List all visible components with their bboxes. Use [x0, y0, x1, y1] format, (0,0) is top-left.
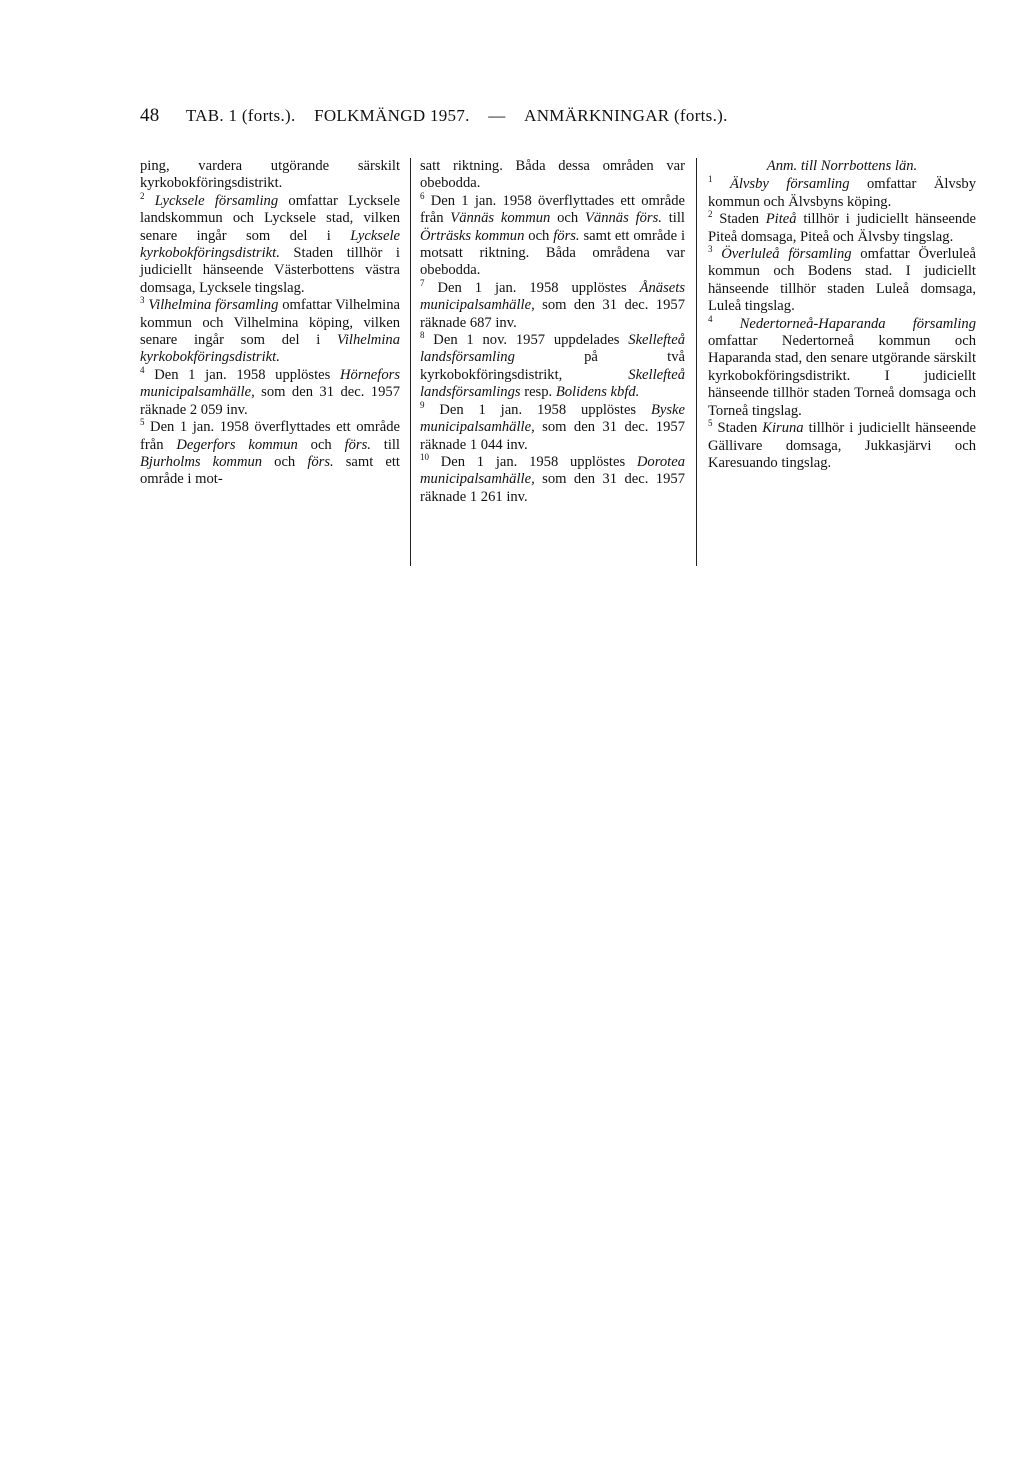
text-run: som den 31 dec. 1957 räknade 1 261 inv. [420, 471, 685, 505]
footnote-paragraph [140, 367, 400, 419]
text-run: till [370, 436, 400, 453]
footnote-paragraph [420, 190, 686, 280]
column-divider-2 [696, 158, 697, 566]
text-run: och [297, 436, 345, 453]
footnote-paragraph [708, 211, 976, 246]
italic-text: Kiruna [762, 420, 804, 437]
text-run: Den 1 jan. 1958 upplöstes [440, 453, 637, 470]
footnote-paragraph [420, 277, 685, 332]
italic-text: Degerfors kommun [176, 436, 298, 453]
footnote-paragraph [420, 399, 685, 454]
text-run: omfattar Nedertorneå kommun och Haparanda stad, den senare utgörande särskilt kyrkobokföringsdistrikt. I judiciellt hänseende tillhör staden Torneå domsaga och Torneå tingslag. [708, 333, 976, 419]
notes-column-3 [708, 158, 976, 472]
text-run: samt ett område i motsatt riktning. Båda områdena var obebodda. [420, 227, 686, 279]
italic-text: förs. [344, 436, 371, 453]
footnote-paragraph [420, 158, 685, 193]
italic-text: Ånäsets municipalsamhälle, [420, 279, 685, 314]
text-run: till [661, 210, 685, 227]
text-run: ping, vardera utgörande särskilt kyrkobokföringsdistrikt. [140, 158, 400, 192]
text-run: Den 1 jan. 1958 upplöstes [154, 366, 340, 383]
footnote-number: 1 [708, 174, 713, 185]
italic-text: Bolidens kbfd. [555, 384, 640, 401]
italic-text: Vännäs förs. [585, 210, 662, 227]
text-run: Staden tillhör i judiciellt hänseende Västerbottens västra domsaga, Lycksele tingslag. [140, 245, 400, 296]
footnote-paragraph [140, 297, 400, 367]
text-run: Den 1 jan. 1958 överflyttades ett område från [140, 419, 400, 453]
footnote-number: 5 [140, 417, 145, 428]
italic-text: Byske municipalsamhälle, [420, 401, 685, 436]
italic-text: Skellefteå landsförsamling [420, 332, 685, 366]
text-run: som den 31 dec. 1957 räknade 1 044 inv. [420, 419, 685, 453]
text-run: omfattar Älvsby kommun och Älvsbyns köping. [708, 176, 976, 210]
text-run: och [550, 210, 585, 227]
text-run: satt riktning. Båda dessa områden var obebodda. [420, 158, 685, 192]
footnote-number: 4 [140, 365, 145, 376]
italic-text: förs. [307, 453, 334, 470]
text-run: Den 1 jan. 1958 upplöstes [439, 401, 651, 418]
page-number: 48 [140, 105, 160, 126]
italic-text: Älvsby församling [729, 176, 850, 193]
italic-text: Piteå [765, 211, 797, 228]
italic-text: Hörnefors municipalsamhälle, [140, 366, 400, 401]
italic-text: Vilhelmina kyrkobokföringsdistrikt. [140, 332, 400, 366]
italic-text: Överluleå församling [721, 246, 852, 263]
italic-text: Lycksele kyrkobokföringsdistrikt. [140, 227, 400, 262]
footnote-paragraph [708, 246, 976, 316]
footnote-number: 9 [420, 399, 425, 410]
footnote-paragraph [140, 419, 400, 489]
page-header [140, 105, 900, 127]
footnote-number: 5 [708, 418, 713, 429]
footnote-number: 8 [420, 330, 425, 341]
footnote-number: 4 [708, 313, 713, 324]
text-run: som den 31 dec. 1957 räknade 2 059 inv. [140, 384, 400, 418]
footnote-number: 6 [420, 190, 425, 201]
text-run: som den 31 dec. 1957 räknade 687 inv. [420, 297, 685, 331]
italic-text: Lycksele församling [154, 192, 279, 209]
text-run: Den 1 jan. 1958 överflyttades ett område från [420, 192, 685, 227]
footnote-number: 10 [420, 452, 429, 463]
italic-text: Bjurholms kommun [140, 453, 263, 470]
italic-text: Vilhelmina församling [148, 297, 279, 314]
italic-text: Örträsks kommun [420, 227, 525, 244]
text-run: Staden [719, 211, 766, 228]
column-divider-1 [410, 158, 411, 566]
text-run: Staden [717, 420, 763, 437]
footnote-number: 3 [708, 244, 713, 255]
footnote-paragraph [140, 158, 400, 193]
italic-text: Dorotea municipalsamhälle, [420, 453, 685, 488]
text-run: tillhör i judiciellt hänseende Piteå domsaga, Piteå och Älvsby tingslag. [708, 211, 976, 245]
footnote-number: 2 [140, 190, 145, 201]
notes-column-2 [420, 158, 685, 506]
page-title: FOLKMÄNGD 1957. [314, 106, 470, 125]
notes-column-1 [140, 158, 400, 489]
text-run: på två kyrkobokföringsdistrikt, [420, 349, 685, 383]
footnote-paragraph [420, 454, 685, 506]
text-run: och [262, 453, 308, 470]
text-run: omfattar Vilhelmina kommun och Vilhelmina köping, vilken senare ingår som del i [140, 297, 401, 349]
footnote-paragraph [708, 313, 976, 420]
italic-text: förs. [553, 227, 580, 244]
footnote-paragraph [708, 176, 976, 211]
footnote-number: 3 [140, 295, 145, 306]
text-run: resp. [520, 384, 556, 401]
footnote-number: 2 [708, 209, 713, 220]
italic-text: Nedertorneå-Haparanda församling [739, 315, 976, 332]
italic-text: Skellefteå landsförsamlings [420, 366, 685, 401]
page-subtitle: ANMÄRKNINGAR (forts.). [524, 106, 728, 125]
footnote-paragraph [140, 190, 400, 297]
text-run: samt ett område i mot- [140, 453, 400, 488]
text-run: tillhör i judiciellt hänseende Gällivare domsaga, Jukkasjärvi och Karesuando tingslag. [708, 420, 976, 471]
footnote-paragraph [708, 420, 976, 472]
title-dash: — [488, 106, 506, 125]
footnote-paragraph [420, 332, 685, 402]
section-heading: Anm. till Norrbottens län. [766, 158, 918, 174]
footnote-number: 7 [420, 277, 425, 288]
text-run: omfattar Överluleå kommun och Bodens stad. I judiciellt hänseende tillhör staden Luleå domsaga, Luleå tingslag. [708, 246, 976, 315]
table-reference: TAB. 1 (forts.). [185, 106, 296, 125]
text-run: omfattar Lycksele landskommun och Lycksele stad, vilken senare ingår som del i [140, 192, 400, 244]
italic-text: Vännäs kommun [450, 210, 551, 227]
text-run: och [524, 227, 554, 244]
text-run: Den 1 nov. 1957 uppdelades [433, 332, 629, 349]
text-run: Den 1 jan. 1958 upplöstes [437, 279, 640, 296]
